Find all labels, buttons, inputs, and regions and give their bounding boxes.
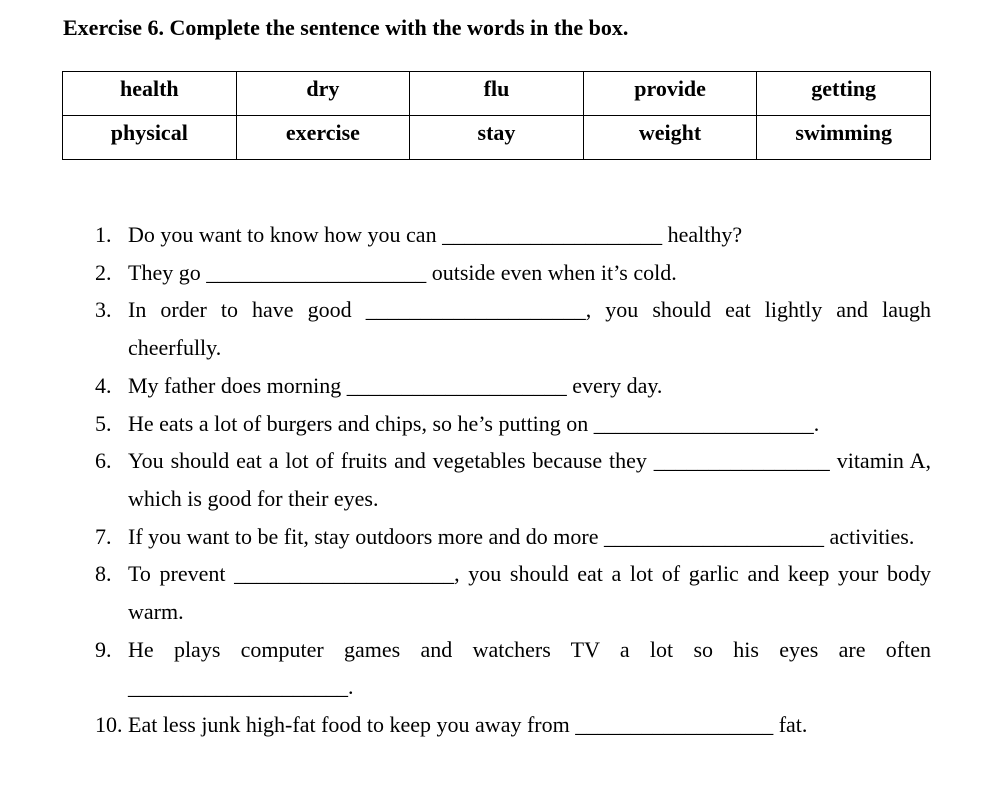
question-text: You should eat a lot of fruits and vegetables because they ________________ vitamin A, which is good for their eyes. — [128, 448, 931, 511]
question-text: If you want to be fit, stay outdoors more and do more ____________________ activities. — [128, 523, 915, 549]
question-number: 10. — [95, 712, 123, 738]
question-number: 7. — [95, 523, 112, 549]
exercise-title: Exercise 6. Complete the sentence with the words in the box. — [63, 15, 629, 40]
word-box-cell: exercise — [236, 116, 410, 160]
question-text: To prevent ____________________, you should eat a lot of garlic and keep your body warm. — [128, 561, 931, 625]
question-item — [95, 518, 931, 556]
question-number: 3. — [95, 297, 112, 323]
question-number: 2. — [95, 259, 112, 285]
word-box-table — [62, 71, 931, 160]
word-box-row — [63, 116, 931, 160]
word-box-cell: weight — [583, 116, 757, 160]
word-box-cell: physical — [63, 116, 237, 160]
question-text: Eat less junk high-fat food to keep you away from __________________ fat. — [128, 712, 808, 738]
exercise-question-list — [95, 216, 931, 744]
word-box-cell: health — [63, 72, 237, 116]
question-text: In order to have good ____________________, you should eat lightly and laugh cheerfully. — [128, 297, 931, 361]
question-text: My father does morning ____________________ every day. — [128, 372, 663, 398]
word-box-cell: swimming — [757, 116, 931, 160]
word-box-cell: getting — [757, 72, 931, 116]
word-box-cell: provide — [583, 72, 757, 116]
question-item — [95, 442, 931, 517]
word-box-cell: flu — [410, 72, 584, 116]
question-number: 6. — [95, 448, 112, 474]
question-number: 8. — [95, 561, 112, 587]
word-box-cell: stay — [410, 116, 584, 160]
question-item — [95, 367, 931, 405]
question-item — [95, 254, 931, 292]
question-item — [95, 631, 931, 706]
question-item — [95, 405, 931, 443]
question-item — [95, 291, 931, 366]
question-item — [95, 706, 931, 744]
question-item — [95, 216, 931, 254]
question-text: He eats a lot of burgers and chips, so he’s putting on ____________________. — [128, 410, 820, 436]
question-text: He plays computer games and watchers TV a lot so his eyes are often ____________________. — [128, 636, 931, 700]
question-number: 5. — [95, 410, 112, 436]
question-text: Do you want to know how you can ____________________ healthy? — [128, 222, 743, 247]
question-number: 9. — [95, 636, 112, 662]
question-item — [95, 555, 931, 630]
question-text: They go ____________________ outside even when it’s cold. — [128, 259, 677, 285]
question-number: 1. — [95, 222, 112, 247]
word-box-cell: dry — [236, 72, 410, 116]
word-box-row — [63, 72, 931, 116]
question-number: 4. — [95, 372, 112, 398]
